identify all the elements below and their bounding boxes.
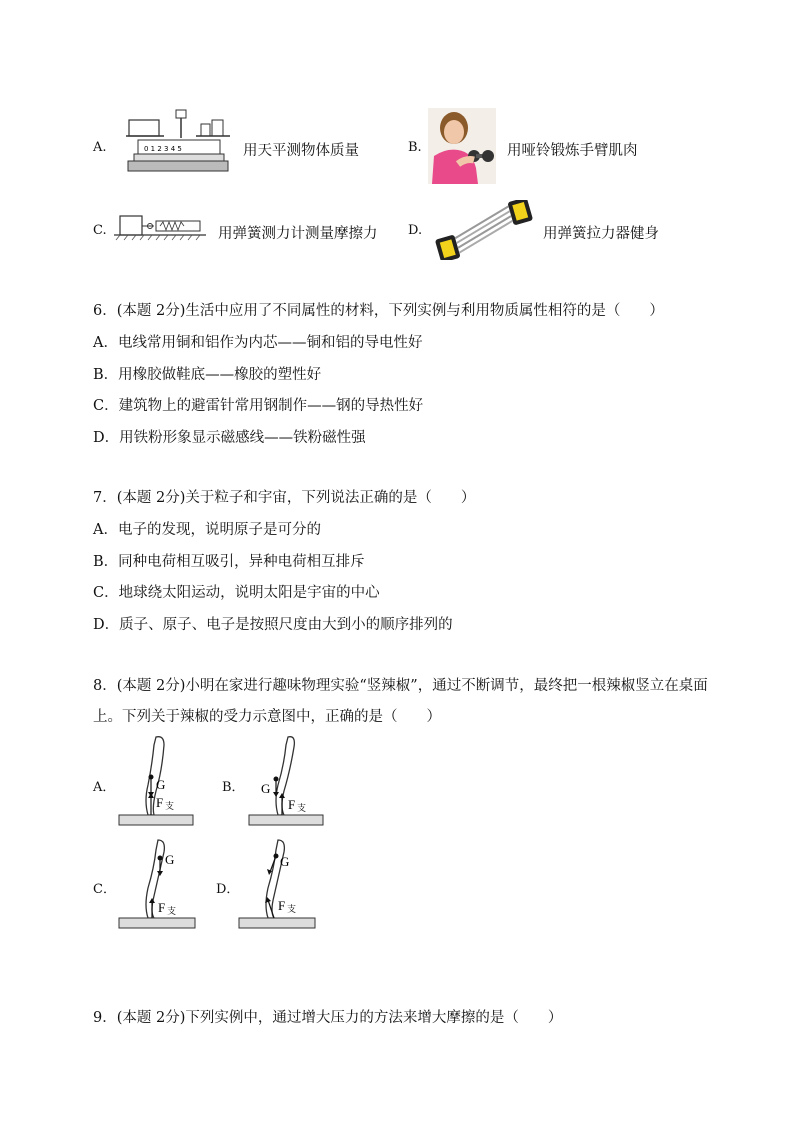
q6-option-c: C．建筑物上的避雷针常用钢制作——钢的导热性好 [93,398,424,414]
q7-option-d: D．质子、原子、电子是按照尺度由大到小的顺序排列的 [93,617,453,633]
q9-stem: 9．(本题 2分)下列实例中，通过增大压力的方法来增大摩擦的是（ ） [93,1010,563,1026]
q8-fig-b-letter: B． [222,780,245,795]
q7-stem: 7．(本题 2分)关于粒子和宇宙，下列说法正确的是（ ） [93,490,476,506]
q8-figure-d [238,838,316,930]
q8-fig-a-f-sub: 支 [165,802,175,812]
q8-fig-c-f-sub: 支 [167,907,177,917]
q5-option-d-letter: D. [408,223,423,238]
spring-scale-friction-figure [114,213,206,241]
q5-option-a-text: 用天平测物体质量 [243,143,359,159]
q5-option-c-text: 用弹簧测力计测量摩擦力 [218,226,378,242]
q5-option-d-text: 用弹簧拉力器健身 [543,226,659,242]
q8-stem-line1: 8．(本题 2分)小明在家进行趣味物理实验“竖辣椒”，通过不断调节，最终把一根辣椒竖立在桌面 [93,678,708,694]
q5-option-c-letter: C. [93,223,107,238]
q8-fig-b-g-label: G [261,781,271,796]
q6-stem: 6．(本题 2分)生活中应用了不同属性的材料，下列实例与利用物质属性相符的是（ ） [93,303,664,319]
q8-stem-line2: 上。下列关于辣椒的受力示意图中，正确的是（ ） [93,709,441,725]
q8-fig-c-g-label: G [165,852,175,867]
q8-fig-d-letter: D． [216,882,240,897]
q8-figure-c [118,838,196,930]
q6-option-b: B．用橡胶做鞋底——橡胶的塑性好 [93,367,322,383]
dumbbell-girl-photo [428,108,496,184]
q8-fig-c-f-label: F [158,900,166,915]
q8-fig-a-letter: A． [93,780,116,795]
q5-option-b-text: 用哑铃锻炼手臂肌肉 [507,143,638,159]
q8-fig-c-letter: C． [93,882,116,897]
q5-option-a-letter: A. [93,140,107,155]
q6-option-d: D．用铁粉形象显示磁感线——铁粉磁性强 [93,430,366,446]
q7-option-b: B．同种电荷相互吸引，异种电荷相互排斥 [93,554,365,570]
q8-fig-a-g-label: G [156,777,166,792]
q8-fig-d-f-label: F [278,898,286,913]
q8-figure-a [118,735,194,827]
q7-option-c: C．地球绕太阳运动，说明太阳是宇宙的中心 [93,585,380,601]
q5-option-b-letter: B. [408,140,422,155]
q6-option-a: A．电线常用铜和铝作为内芯——铜和铝的导电性好 [93,335,423,351]
q8-fig-b-f-label: F [288,797,296,812]
q8-fig-a-f-label: F [156,795,164,810]
q8-figure-b [248,735,324,827]
q7-option-a: A．电子的发现，说明原子是可分的 [93,522,321,538]
balance-ruler-digits: 0 1 2 3 4 5 [144,145,182,153]
balance-scale-figure [126,108,230,174]
q8-fig-b-f-sub: 支 [297,804,307,814]
q8-fig-d-f-sub: 支 [287,905,297,915]
q8-fig-d-g-label: G [280,854,290,869]
chest-expander-photo [430,200,538,260]
